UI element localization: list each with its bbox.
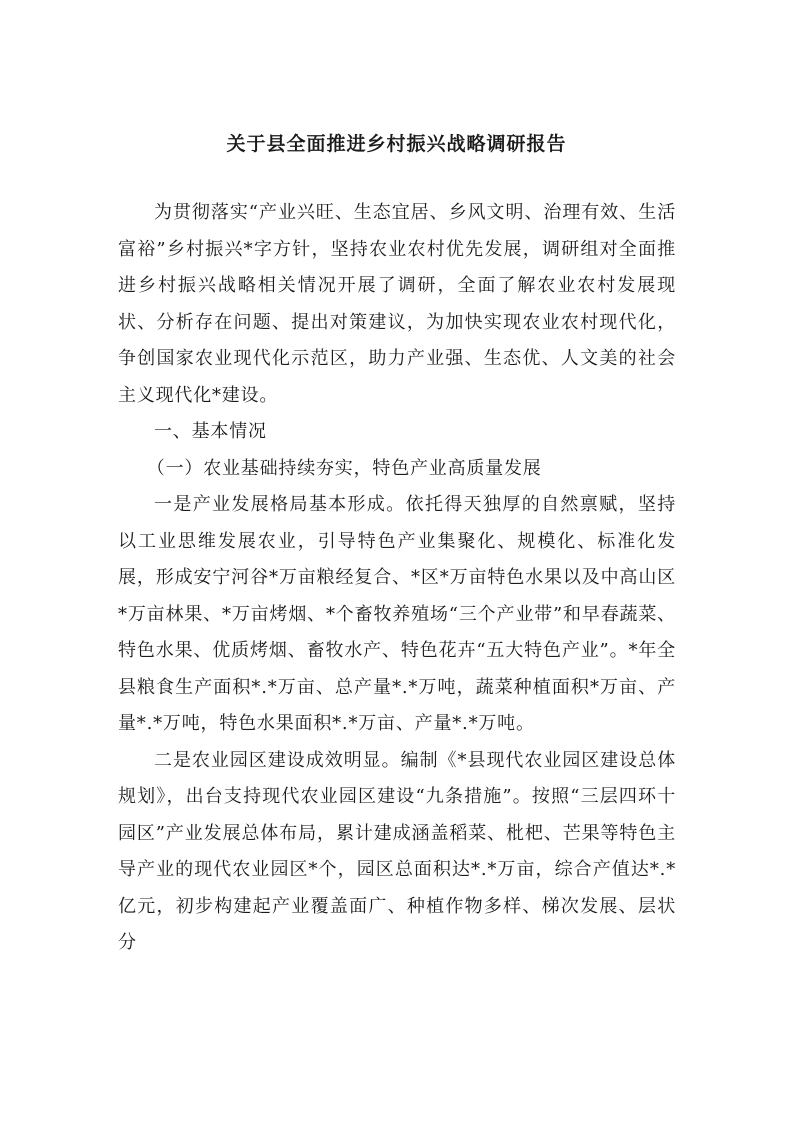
paragraph-industry-layout: 一是产业发展格局基本形成。依托得天独厚的自然禀赋，坚持以工业思维发展农业，引导特色产业集聚化、规模化、标准化发展，形成安宁河谷*万亩粮经复合、*区*万亩特色水果以及中高山区*万亩林果、*万亩烤烟、*个畜牧养殖场“三个产业带”和早春蔬菜、特色水果、优质烤烟、畜牧水产、特色花卉“五大特色产业”。*年全县粮食生产面积*.*万亩、总产量*.*万吨，蔬菜种植面积*万亩、产量*.*万吨，特色水果面积*.*万亩、产量*.*万吨。 (118, 494, 676, 734)
document-body (118, 195, 676, 962)
intro-paragraph: 为贯彻落实“产业兴旺、生态宜居、乡风文明、治理有效、生活富裕”乡村振兴*字方针，坚持农业农村优先发展，调研组对全面推进乡村振兴战略相关情况开展了调研，全面了解农业农村发展现状、分析存在问题、提出对策建议，为加快实现农业农村现代化，争创国家农业现代化示范区，助力产业强、生态优、人文美的社会主义现代化*建设。 (118, 202, 676, 406)
document-title: 关于县全面推进乡村振兴战略调研报告 (226, 133, 567, 155)
section-heading: 一、基本情况 (154, 421, 267, 442)
subsection-heading: （一）农业基础持续夯实，特色产业高质量发展 (146, 457, 542, 479)
paragraph-agricultural-parks: 二是农业园区建设成效明显。编制《*县现代农业园区建设总体规划》，出台支持现代农业园区建设“九条措施”。按照“三层四环十园区”产业发展总体布局，累计建成涵盖稻菜、枇杷、芒果等特色主导产业的现代农业园区*个，园区总面积达*.*万亩，综合产值达*.*亿元，初步构建起产业覆盖面广、种植作物多样、梯次发展、层状分 (118, 749, 676, 953)
